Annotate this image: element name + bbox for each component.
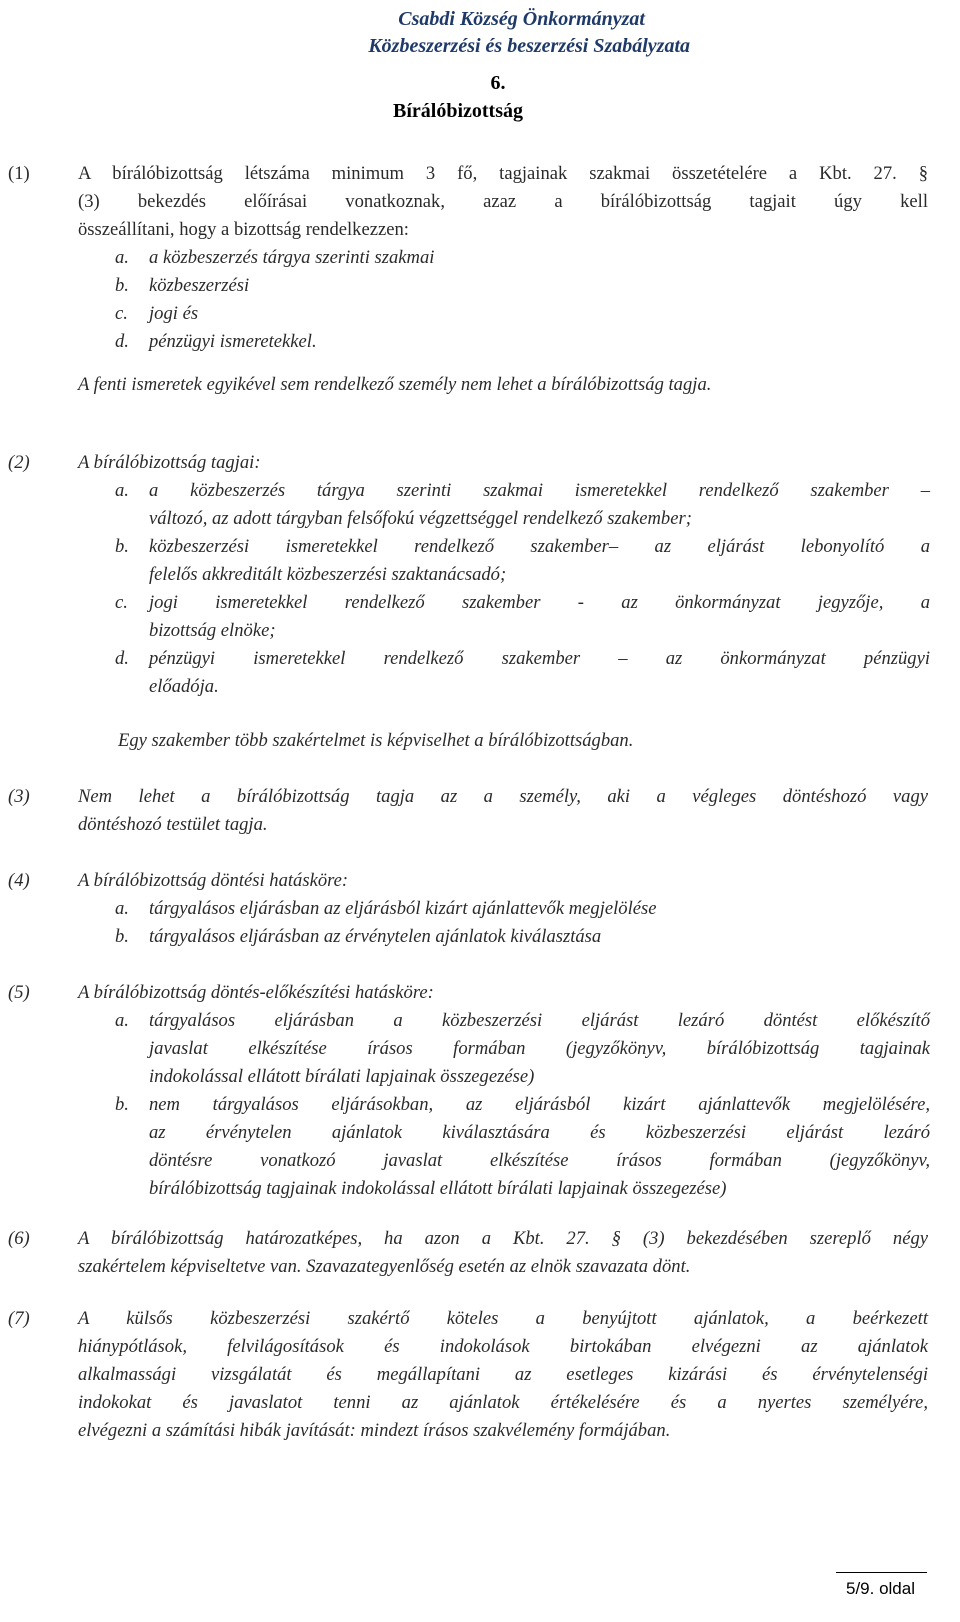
list-item: [115, 923, 930, 951]
item-text-line: indokolással ellátott bírálati lapjainak összegezése): [149, 1066, 535, 1087]
item-text: pénzügyi ismeretekkel.: [149, 331, 317, 352]
item-text-line: felelős akkreditált közbeszerzési szaktanácsadó;: [149, 564, 507, 585]
text-line: Nem lehet a bírálóbizottság tagja az a személy, aki a végleges döntéshozó vagy: [78, 786, 928, 807]
footer-rule: [836, 1572, 927, 1573]
text-line: A külsős közbeszerzési szakértő köteles a benyújtott ajánlatok, a beérkezett: [78, 1308, 928, 1329]
text-line: A bírálóbizottság döntés-előkészítési hatásköre:: [78, 982, 434, 1003]
paragraph-text: [78, 160, 928, 244]
section-number: 6.: [490, 72, 506, 94]
text-line: A bírálóbizottság határozatképes, ha azon a Kbt. 27. § (3) bekezdésében szereplő négy: [78, 1228, 928, 1249]
item-label: c.: [115, 303, 128, 324]
item-text-line: a közbeszerzés tárgya szerinti szakmai ismeretekkel rendelkező szakember –: [149, 480, 930, 501]
item-label: a.: [115, 1010, 129, 1031]
item-text-line: tárgyalásos eljárásban a közbeszerzési eljárást lezáró döntést előkészítő: [149, 1010, 930, 1031]
item-text-line: közbeszerzési ismeretekkel rendelkező szakember– az eljárást lebonyolító a: [149, 536, 930, 557]
paragraph-1: [8, 160, 960, 399]
paragraph-4: [8, 867, 960, 951]
text-line: indokokat és javaslatot tenni az ajánlatok értékelésére és a nyertes személyére,: [78, 1392, 928, 1413]
paragraph-number: (7): [8, 1308, 30, 1329]
paragraph-text: [78, 1225, 928, 1281]
item-text-line: tárgyalásos eljárásban az érvénytelen ajánlatok kiválasztása: [149, 926, 602, 947]
paragraph-2: [8, 449, 960, 755]
item-text-line: nem tárgyalásos eljárásokban, az eljárásból kizárt ajánlattevők megjelölésére,: [149, 1094, 930, 1115]
paragraph-number: (2): [8, 452, 30, 473]
paragraph-number: (4): [8, 870, 30, 891]
paragraph-number: (5): [8, 982, 30, 1003]
text-line: elvégezni a számítási hibák javítását: mindezt írásos szakvélemény formájában.: [78, 1420, 671, 1441]
list-item: [115, 645, 930, 701]
item-text: közbeszerzési: [149, 275, 250, 296]
list-item: [115, 244, 930, 272]
item-label: b.: [115, 926, 129, 947]
paragraph-number: (1): [8, 163, 30, 184]
item-list: [115, 1007, 930, 1203]
item-label: b.: [115, 275, 129, 296]
item-label: b.: [115, 1094, 129, 1115]
list-item: [115, 328, 930, 356]
item-text-line: az érvénytelen ajánlatok kiválasztására és közbeszerzési eljárást lezáró: [149, 1122, 930, 1143]
text-line: összeállítani, hogy a bizottság rendelkezzen:: [78, 219, 409, 240]
item-label: c.: [115, 592, 128, 613]
paragraph-5: [8, 979, 960, 1203]
item-text-line: döntésre vonatkozó javaslat elkészítése írásos formában (jegyzőkönyv,: [149, 1150, 930, 1171]
section-title: Bírálóbizottság: [393, 100, 523, 122]
header-regulation-title: Közbeszerzési és beszerzési Szabályzata: [368, 35, 690, 57]
list-item: [115, 272, 930, 300]
item-label: a.: [115, 480, 129, 501]
text-line: A bírálóbizottság döntési hatásköre:: [78, 870, 349, 891]
paragraph-note: Egy szakember több szakértelmet is képviselhet a bírálóbizottságban.: [118, 730, 634, 751]
section-heading: [0, 69, 960, 125]
page-footer: [0, 1572, 960, 1622]
item-list: [115, 477, 930, 701]
item-list: [115, 244, 930, 356]
item-text-line: változó, az adott tárgyban felsőfokú végzettséggel rendelkező szakember;: [149, 508, 692, 529]
list-item: [115, 477, 930, 533]
list-item: [115, 1091, 930, 1203]
item-text-line: tárgyalásos eljárásban az eljárásból kizárt ajánlattevők megjelölése: [149, 898, 657, 919]
paragraph-note: A fenti ismeretek egyikével sem rendelkező személy nem lehet a bírálóbizottság tagja.: [78, 374, 712, 395]
paragraph-text: [78, 449, 928, 477]
page-number: 5/9. oldal: [846, 1579, 915, 1598]
item-label: d.: [115, 648, 129, 669]
item-label: a.: [115, 247, 129, 268]
paragraph-3: [8, 783, 960, 839]
paragraph-text: [78, 783, 928, 839]
item-text: jogi és: [149, 303, 199, 324]
list-item: [115, 533, 930, 589]
list-item: [115, 300, 930, 328]
header-municipality: Csabdi Község Önkormányzat: [398, 8, 645, 30]
item-list: [115, 895, 930, 951]
paragraph-6: [8, 1225, 960, 1281]
list-item: [115, 895, 930, 923]
text-line: (3) bekezdés előírásai vonatkoznak, azaz a bírálóbizottság tagjait úgy kell: [78, 191, 928, 212]
paragraph-text: [78, 979, 928, 1007]
item-label: b.: [115, 536, 129, 557]
paragraph-text: [78, 867, 928, 895]
list-item: [115, 589, 930, 645]
item-text-line: javaslat elkészítése írásos formában (jegyzőkönyv, bírálóbizottság tagjainak: [149, 1038, 930, 1059]
section-body: [8, 160, 960, 1445]
item-text-line: előadója.: [149, 676, 219, 697]
paragraph-7: [8, 1305, 960, 1445]
text-line: A bírálóbizottság tagjai:: [78, 452, 261, 473]
text-line: hiánypótlások, felvilágosítások és indokolások birtokában elvégezni az ajánlatok: [78, 1336, 928, 1357]
item-text-line: bírálóbizottság tagjainak indokolással ellátott bírálati lapjainak összegezése): [149, 1178, 727, 1199]
text-line: döntéshozó testület tagja.: [78, 814, 268, 835]
list-item: [115, 1007, 930, 1091]
item-text: a közbeszerzés tárgya szerinti szakmai: [149, 247, 435, 268]
item-label: d.: [115, 331, 129, 352]
page-header: [0, 6, 960, 60]
paragraph-number: (3): [8, 786, 30, 807]
text-line: A bírálóbizottság létszáma minimum 3 fő, tagjainak szakmai összetételére a Kbt. 27. §: [78, 163, 928, 184]
item-text-line: bizottság elnöke;: [149, 620, 276, 641]
text-line: alkalmassági vizsgálatát és megállapítani az esetleges kizárási és érvénytelenségi: [78, 1364, 928, 1385]
paragraph-text: [78, 1305, 928, 1445]
item-label: a.: [115, 898, 129, 919]
item-text-line: jogi ismeretekkel rendelkező szakember - az önkormányzat jegyzője, a: [149, 592, 930, 613]
item-text-line: pénzügyi ismeretekkel rendelkező szakember – az önkormányzat pénzügyi: [149, 648, 930, 669]
paragraph-number: (6): [8, 1228, 30, 1249]
text-line: szakértelem képviseltetve van. Szavazategyenlőség esetén az elnök szavazata dönt.: [78, 1256, 691, 1277]
